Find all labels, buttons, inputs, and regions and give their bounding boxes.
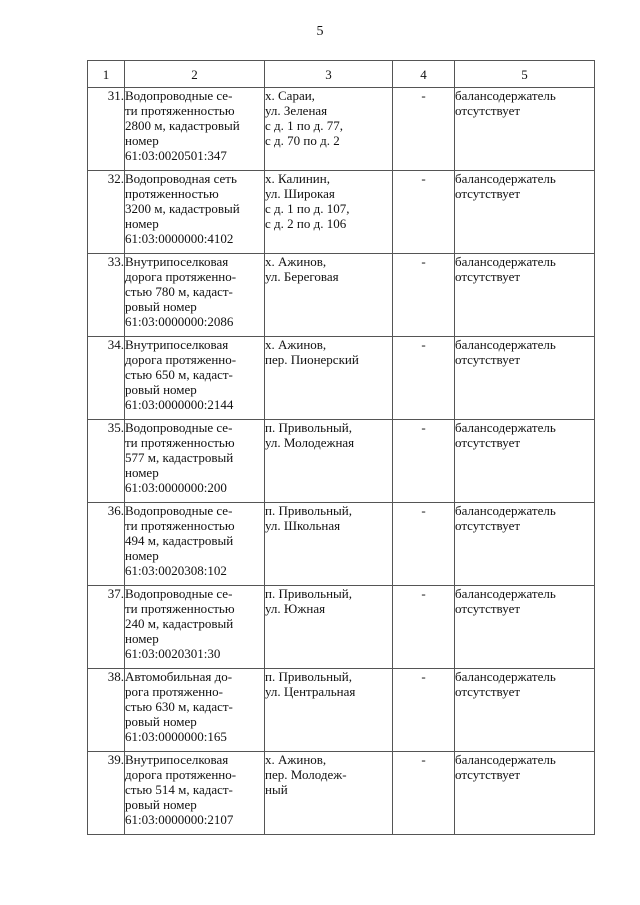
column-header: 5 xyxy=(455,61,595,88)
balance-holder: балансодержатель отсутствует xyxy=(455,503,595,586)
balance-holder: балансодержатель отсутствует xyxy=(455,171,595,254)
balance-holder: балансодержатель отсутствует xyxy=(455,586,595,669)
column-4-value: - xyxy=(393,503,455,586)
column-header: 1 xyxy=(88,61,125,88)
object-name: Автомобильная до- рога протяженно- стью 630 м, кадаст- ровый номер 61:03:0000000:165 xyxy=(125,669,265,752)
row-number: 34. xyxy=(88,337,125,420)
table-row xyxy=(88,254,595,337)
column-4-value: - xyxy=(393,669,455,752)
object-address: п. Привольный, ул. Молодежная xyxy=(265,420,393,503)
object-address: х. Ажинов, пер. Пионерский xyxy=(265,337,393,420)
balance-holder: балансодержатель отсутствует xyxy=(455,254,595,337)
object-address: х. Ажинов, пер. Молодеж- ный xyxy=(265,752,393,835)
balance-holder: балансодержатель отсутствует xyxy=(455,337,595,420)
object-name: Внутрипоселковая дорога протяженно- стью 780 м, кадаст- ровый номер 61:03:0000000:2086 xyxy=(125,254,265,337)
object-address: п. Привольный, ул. Южная xyxy=(265,586,393,669)
table-row xyxy=(88,88,595,171)
object-name: Водопроводные се- ти протяженностью 240 м, кадастровый номер 61:03:0020301:30 xyxy=(125,586,265,669)
object-name: Водопроводная сеть протяженностью 3200 м, кадастровый номер 61:03:0000000:4102 xyxy=(125,171,265,254)
table-row xyxy=(88,669,595,752)
column-4-value: - xyxy=(393,586,455,669)
column-4-value: - xyxy=(393,254,455,337)
object-name: Водопроводные се- ти протяженностью 577 м, кадастровый номер 61:03:0000000:200 xyxy=(125,420,265,503)
balance-holder: балансодержатель отсутствует xyxy=(455,669,595,752)
object-name: Водопроводные се- ти протяженностью 494 м, кадастровый номер 61:03:0020308:102 xyxy=(125,503,265,586)
column-4-value: - xyxy=(393,752,455,835)
column-header: 3 xyxy=(265,61,393,88)
column-header: 2 xyxy=(125,61,265,88)
table-row xyxy=(88,586,595,669)
property-table xyxy=(87,60,595,835)
table-header-row xyxy=(88,61,595,88)
row-number: 39. xyxy=(88,752,125,835)
object-address: х. Сараи, ул. Зеленая с д. 1 по д. 77, с д. 70 по д. 2 xyxy=(265,88,393,171)
row-number: 35. xyxy=(88,420,125,503)
table-row xyxy=(88,337,595,420)
row-number: 38. xyxy=(88,669,125,752)
column-header: 4 xyxy=(393,61,455,88)
object-address: п. Привольный, ул. Школьная xyxy=(265,503,393,586)
table-row xyxy=(88,171,595,254)
object-name: Внутрипоселковая дорога протяженно- стью 514 м, кадаст- ровый номер 61:03:0000000:2107 xyxy=(125,752,265,835)
balance-holder: балансодержатель отсутствует xyxy=(455,420,595,503)
column-4-value: - xyxy=(393,171,455,254)
object-address: п. Привольный, ул. Центральная xyxy=(265,669,393,752)
row-number: 32. xyxy=(88,171,125,254)
object-name: Внутрипоселковая дорога протяженно- стью 650 м, кадаст- ровый номер 61:03:0000000:2144 xyxy=(125,337,265,420)
row-number: 33. xyxy=(88,254,125,337)
table-row xyxy=(88,503,595,586)
row-number: 31. xyxy=(88,88,125,171)
balance-holder: балансодержатель отсутствует xyxy=(455,752,595,835)
column-4-value: - xyxy=(393,88,455,171)
object-name: Водопроводные се- ти протяженностью 2800 м, кадастровый номер 61:03:0020501:347 xyxy=(125,88,265,171)
table-row xyxy=(88,752,595,835)
object-address: х. Калинин, ул. Широкая с д. 1 по д. 107, с д. 2 по д. 106 xyxy=(265,171,393,254)
row-number: 36. xyxy=(88,503,125,586)
page-number: 5 xyxy=(316,24,324,39)
table-row xyxy=(88,420,595,503)
balance-holder: балансодержатель отсутствует xyxy=(455,88,595,171)
row-number: 37. xyxy=(88,586,125,669)
object-address: х. Ажинов, ул. Береговая xyxy=(265,254,393,337)
column-4-value: - xyxy=(393,337,455,420)
column-4-value: - xyxy=(393,420,455,503)
